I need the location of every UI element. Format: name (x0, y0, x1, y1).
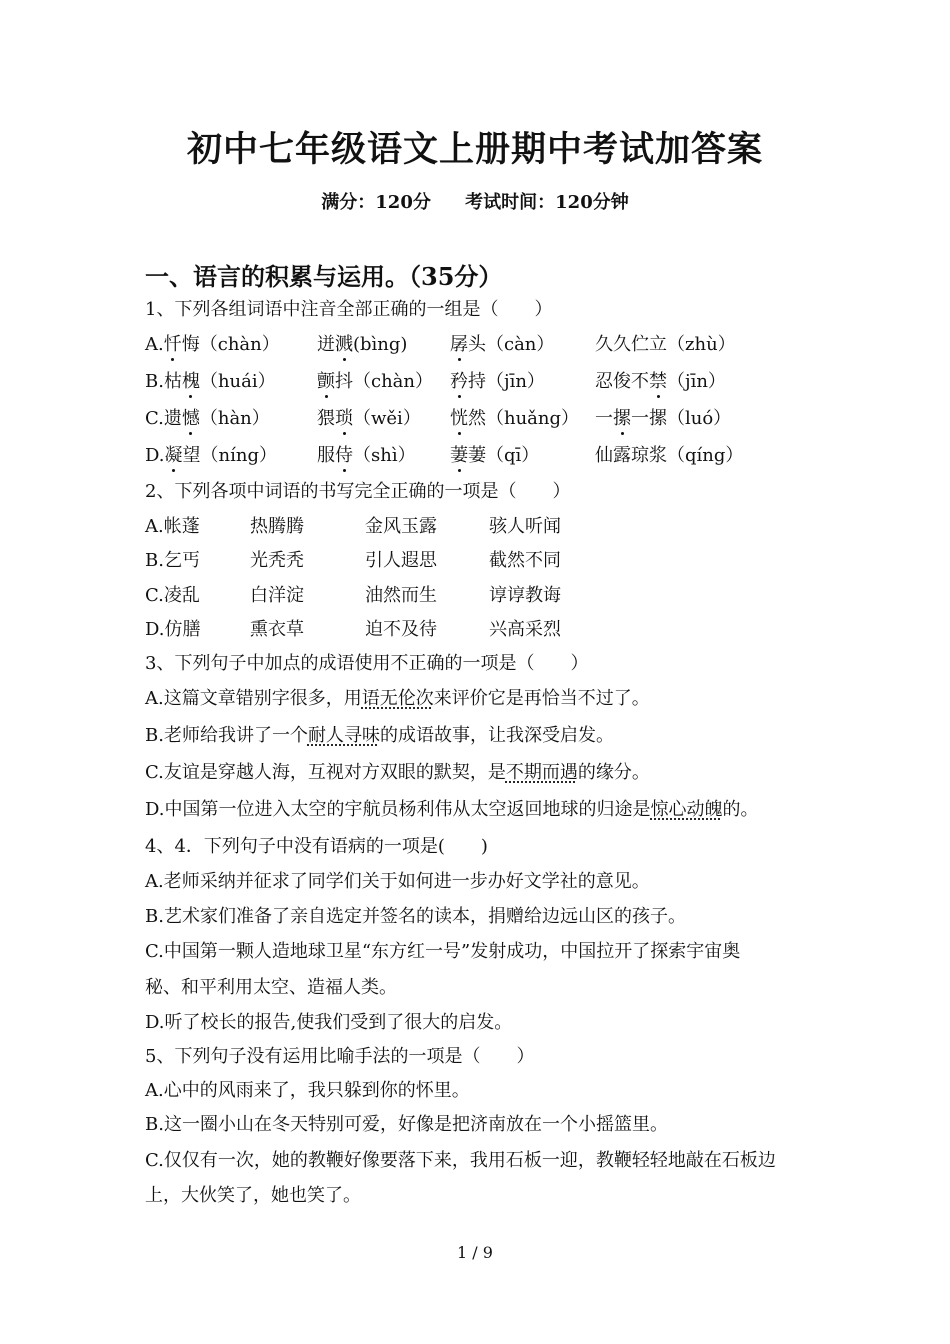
word-cell: 油然而生 (365, 585, 437, 606)
exam-time: 考试时间：120分钟 (465, 192, 629, 213)
question-5-stem: 5、下列句子没有运用比喻手法的一项是（ ） (145, 1046, 535, 1067)
question-2-stem: 2、下列各项中词语的书写完全正确的一项是（ ） (145, 481, 571, 502)
word-cell: 光秃秃 (250, 550, 304, 571)
option-cell: 一摞一摞（luó） (595, 408, 732, 429)
word-cell: 熏衣草 (250, 619, 304, 640)
question-3-option: B.老师给我讲了一个耐人寻味的成语故事，让我深受启发。 (145, 725, 614, 746)
word-cell: 热腾腾 (250, 516, 304, 537)
question-4-option: D.听了校长的报告,使我们受到了很大的启发。 (145, 1012, 513, 1033)
word-cell: A.帐蓬 (145, 516, 200, 537)
word-cell: 截然不同 (489, 550, 561, 571)
word-cell: 白洋淀 (250, 585, 304, 606)
question-5-option: B.这一圈小山在冬天特别可爱，好像是把济南放在一个小摇篮里。 (145, 1114, 668, 1135)
question-4-stem: 4、4．下列句子中没有语病的一项是( ) (145, 836, 488, 857)
question-3-option: A.这篇文章错别字很多，用语无伦次来评价它是再恰当不过了。 (145, 688, 650, 709)
word-cell: C.凌乱 (145, 585, 200, 606)
word-cell: 谆谆教诲 (489, 585, 561, 606)
dotted-idiom: 惊心动魄 (650, 799, 723, 820)
word-cell: B.乞丐 (145, 550, 200, 571)
dotted-idiom: 耐人寻味 (307, 725, 380, 746)
word-cell: D.仿膳 (145, 619, 201, 640)
option-cell: A.忏悔（chàn） (145, 334, 280, 355)
option-cell: 恍然（huǎng） (450, 408, 580, 429)
question-3-option: C.友谊是穿越人海，互视对方双眼的默契，是不期而遇的缘分。 (145, 762, 650, 783)
full-score: 满分：120分 (321, 192, 431, 213)
word-cell: 骇人听闻 (489, 516, 561, 537)
question-4-option: B.艺术家们准备了亲自选定并签名的读本，捐赠给边远山区的孩子。 (145, 906, 686, 927)
option-cell: B.枯槐（huái） (145, 371, 276, 392)
page-title: 初中七年级语文上册期中考试加答案 (186, 129, 763, 170)
option-cell: C.遗憾（hàn） (145, 408, 270, 429)
word-cell: 引人遐思 (365, 550, 437, 571)
option-cell: 忍俊不禁（jīn） (595, 371, 726, 392)
word-cell: 金风玉露 (365, 516, 437, 537)
page-number: 1 / 9 (457, 1243, 493, 1262)
option-cell: 萋萋（qī） (450, 445, 540, 466)
question-3-stem: 3、下列句子中加点的成语使用不正确的一项是（ ） (145, 653, 589, 674)
option-cell: 颤抖（chàn） (317, 371, 433, 392)
option-cell: 矜持（jīn） (450, 371, 545, 392)
option-cell: 仙露琼浆（qíng） (595, 445, 744, 466)
word-cell: 迫不及待 (365, 619, 437, 640)
question-1-stem: 1、下列各组词语中注音全部正确的一组是（ ） (145, 299, 553, 320)
section-heading: 一、语言的积累与运用。（35分） (145, 262, 503, 291)
question-5-option: 上，大伙笑了，她也笑了。 (145, 1185, 361, 1206)
option-cell: 久久伫立（zhù） (595, 334, 736, 355)
option-cell: 迸溅(bìng) (317, 334, 408, 355)
question-3-option: D.中国第一位进入太空的宇航员杨利伟从太空返回地球的归途是惊心动魄的。 (145, 799, 759, 820)
question-4-option: C.中国第一颗人造地球卫星“东方红一号”发射成功，中国拉开了探索宇宙奥 (145, 941, 741, 962)
dotted-idiom: 不期而遇 (505, 762, 578, 783)
question-5-option: C.仅仅有一次，她的教鞭好像要落下来，我用石板一迎，教鞭轻轻地敲在石板边 (145, 1150, 776, 1171)
question-5-option: A.心中的风雨来了，我只躲到你的怀里。 (145, 1080, 470, 1101)
option-cell: 孱头（càn） (450, 334, 555, 355)
question-4-option: A.老师采纳并征求了同学们关于如何进一步办好文学社的意见。 (145, 871, 650, 892)
word-cell: 兴高采烈 (489, 619, 561, 640)
dotted-idiom: 语无伦次 (361, 688, 434, 709)
exam-meta (0, 188, 950, 214)
option-cell: 服侍（shì） (317, 445, 416, 466)
option-cell: 猥琐（wěi） (317, 408, 421, 429)
option-cell: D.凝望（níng） (145, 445, 277, 466)
question-4-option: 秘、和平利用太空、造福人类。 (145, 977, 397, 998)
